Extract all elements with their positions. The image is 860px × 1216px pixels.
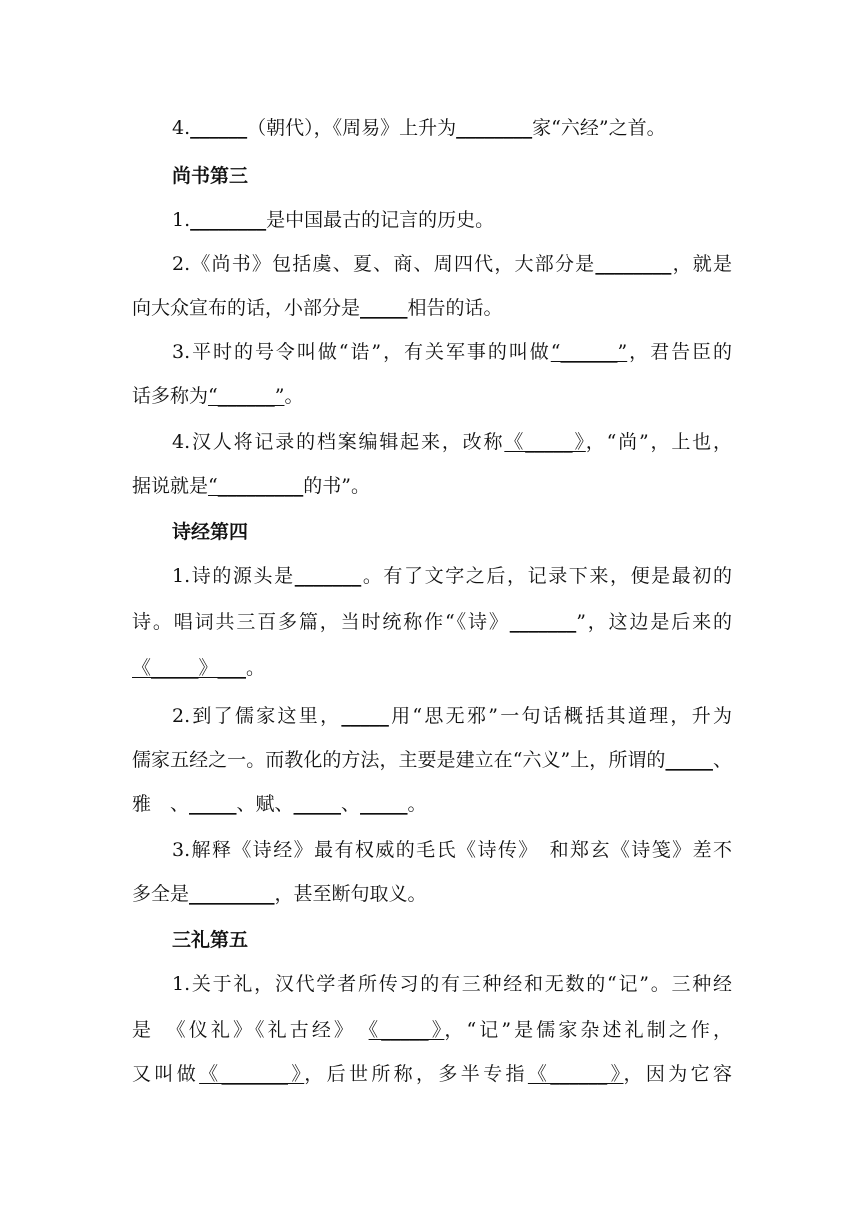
q-shijing-1c xyxy=(132,656,732,680)
q-text: 4.汉人将记录的档案编辑起来，改称 xyxy=(172,431,505,453)
blank-third-classic[interactable]: 《_____》 xyxy=(368,1019,445,1041)
q-text: 相告的话。 xyxy=(407,297,503,319)
q-zhouyi-4 xyxy=(172,116,732,140)
q-text: 是中国最古的记言的历史。 xyxy=(266,209,495,231)
q-shangshu-4a xyxy=(172,430,732,454)
q-text: 儒家五经之一。而教化的方法，主要是建立在“六义”上，所谓的 xyxy=(132,749,666,771)
q-shangshu-3b xyxy=(132,384,732,408)
q-text: 向大众宣布的话，小部分是 xyxy=(132,297,361,319)
blank-school[interactable]: ________ xyxy=(456,117,533,139)
q-text: 、 xyxy=(712,749,732,771)
q-text: ，甚至断句取义。 xyxy=(274,883,427,905)
q-number: 1. xyxy=(172,209,191,231)
q-text: ，后世所称，多半专指 xyxy=(304,1063,528,1085)
q-text: 是 《仪礼》《礼古经》 xyxy=(132,1019,369,1041)
q-text: 又叫做 xyxy=(132,1063,200,1085)
blank-majority[interactable]: ________ xyxy=(595,253,672,275)
q-text: 、 xyxy=(341,793,361,815)
q-text: 多全是 xyxy=(132,883,190,905)
q-text: 的书”。 xyxy=(303,475,370,497)
blank-liuyi-2[interactable]: _____ xyxy=(189,793,237,815)
blank-ruler-speech[interactable]: “______” xyxy=(208,385,285,407)
blank-liuyi-3[interactable]: _____ xyxy=(293,793,342,815)
q-text: 2.《尚书》包括虞、夏、商、周四代，大部分是 xyxy=(172,253,596,275)
blank-person[interactable]: _____ xyxy=(341,705,389,727)
blank-oldest-record[interactable]: ________ xyxy=(190,209,267,231)
q-text: （朝代），《周易》上升为 xyxy=(247,117,457,139)
blank-interpretation[interactable]: _________ xyxy=(189,883,275,905)
blank-renamed[interactable]: 《_____》 xyxy=(504,431,586,453)
blank-poem-source[interactable]: _______ xyxy=(294,565,362,587)
q-text: 3.平时的号令叫做“诰”，有关军事的叫做 xyxy=(172,341,551,363)
q-text: ”，这边是后来的 xyxy=(576,611,732,633)
q-text: ，君告臣的 xyxy=(627,341,732,363)
heading-shangshu: 尚书第三 xyxy=(172,165,249,187)
q-sanli-1c xyxy=(132,1062,732,1086)
q-text: 1.诗的源头是 xyxy=(172,565,295,587)
q-shijing-3a xyxy=(172,838,732,862)
q-text: 、赋、 xyxy=(236,793,294,815)
q-shijing-2a xyxy=(172,704,732,728)
q-sanli-1a xyxy=(172,972,732,996)
q-text: 。 xyxy=(407,793,427,815)
blank-dynasty[interactable]: ______ xyxy=(190,117,248,139)
q-shijing-1a xyxy=(172,564,732,588)
q-text: 雅 、 xyxy=(132,793,190,815)
blank-later-name[interactable]: 《_____》___ xyxy=(132,657,247,679)
q-text: 。 xyxy=(284,385,304,407)
q-text: 家“六经”之首。 xyxy=(532,117,666,139)
q-text: 据说就是 xyxy=(132,475,209,497)
q-text: ，“尚”，上也， xyxy=(585,431,732,453)
q-shangshu-3a xyxy=(172,340,732,364)
q-text: 用“思无邪”一句话概括其道理，升为 xyxy=(388,705,732,727)
blank-book-meaning[interactable]: “_________ xyxy=(208,475,304,497)
q-shangshu-4b xyxy=(132,474,732,498)
q-text: ，因为它容 xyxy=(623,1063,732,1085)
q-text: 2.到了儒家这里， xyxy=(172,705,342,727)
blank-liji[interactable]: 《______》 xyxy=(527,1063,624,1085)
q-text: 3.解释《诗经》最有权威的毛氏《诗传》 和郑玄《诗笺》差不 xyxy=(172,839,732,861)
q-text: 话多称为 xyxy=(132,385,209,407)
q-text: 。有了文字之后，记录下来，便是最初的 xyxy=(361,565,732,587)
heading-shijing: 诗经第四 xyxy=(172,521,249,543)
q-shijing-3b xyxy=(132,882,732,906)
q-shangshu-2b xyxy=(132,296,732,320)
blank-liuyi-4[interactable]: _____ xyxy=(360,793,408,815)
q-shijing-1b xyxy=(132,610,732,634)
blank-poem-count[interactable]: _______ xyxy=(509,611,577,633)
q-text: ，就是 xyxy=(671,253,732,275)
blank-ji-name[interactable]: 《_______》 xyxy=(199,1063,305,1085)
q-number: 4. xyxy=(172,117,191,139)
blank-military[interactable]: “______” xyxy=(550,341,628,363)
blank-liuyi-1[interactable]: _____ xyxy=(665,749,713,771)
blank-minority[interactable]: _____ xyxy=(360,297,408,319)
q-shangshu-2a xyxy=(172,252,732,276)
q-text: 。 xyxy=(246,657,266,679)
q-text: ，“记”是儒家杂述礼制之作， xyxy=(444,1019,732,1041)
heading-sanli: 三礼第五 xyxy=(172,929,249,951)
q-shangshu-1 xyxy=(172,208,732,232)
q-sanli-1b xyxy=(132,1018,732,1042)
q-text: 1.关于礼，汉代学者所传习的有三种经和无数的“记”。三种经 xyxy=(172,973,732,995)
q-shijing-2b xyxy=(132,748,732,772)
q-shijing-2c xyxy=(132,792,732,816)
q-text: 诗。唱词共三百多篇，当时统称作“《诗》 xyxy=(132,611,510,633)
